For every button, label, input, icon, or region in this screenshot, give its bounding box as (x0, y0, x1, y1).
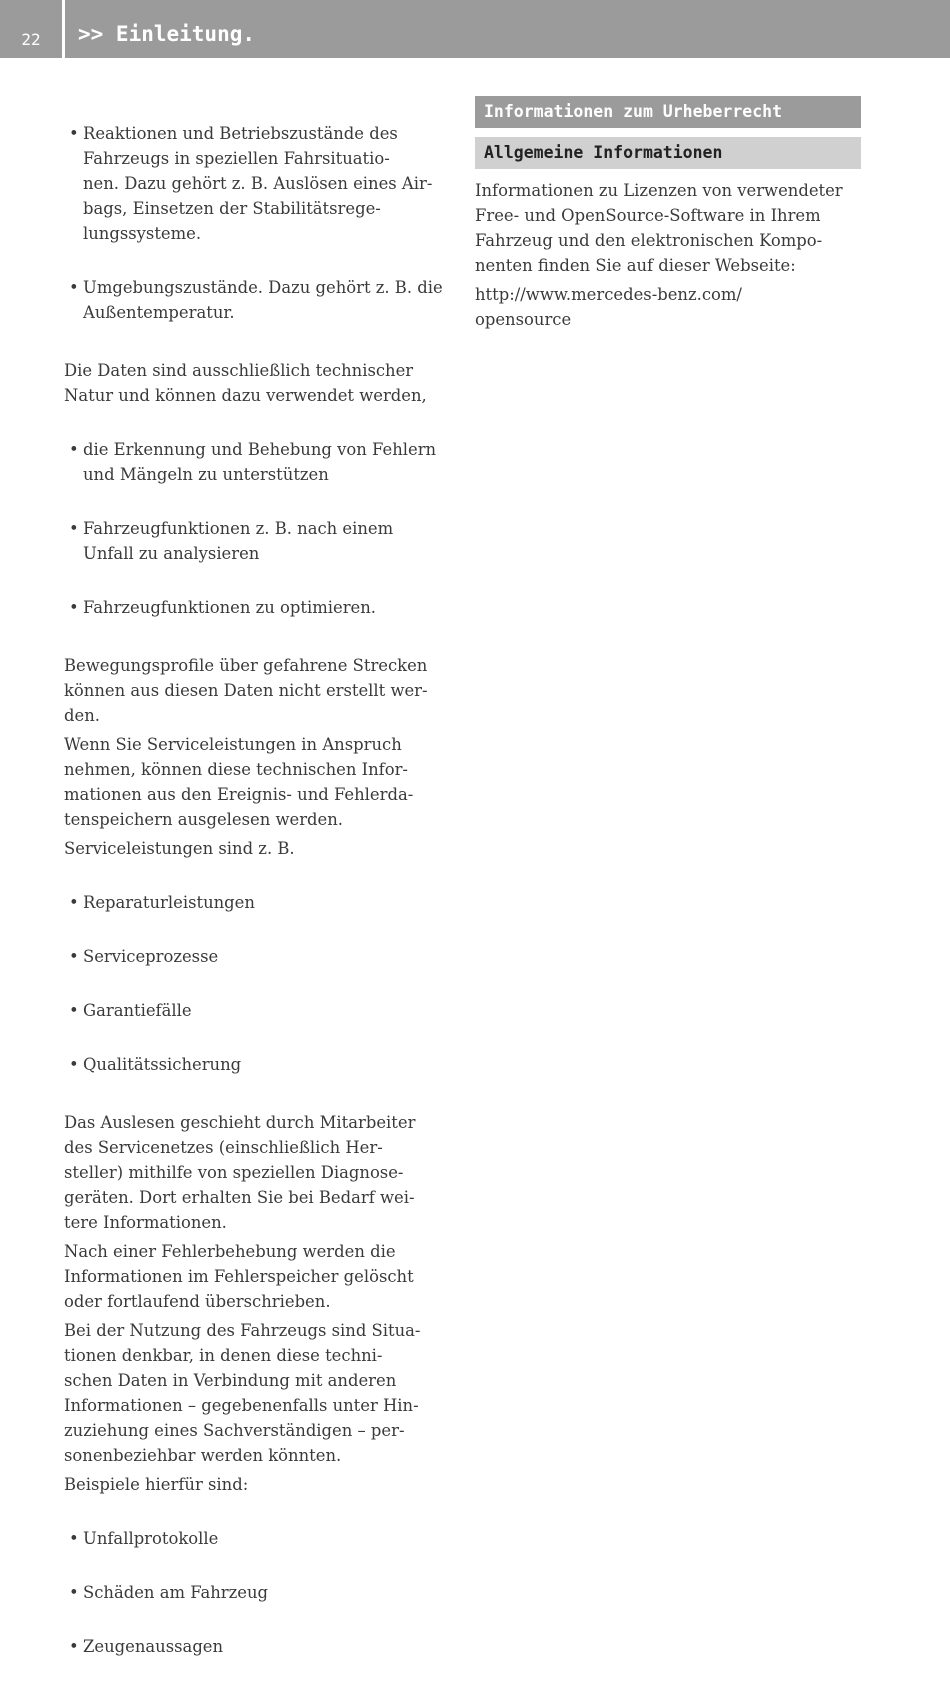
list-item (64, 890, 456, 915)
list-item (64, 121, 456, 246)
bullet-list-conditions (64, 96, 456, 354)
list-item-text: Reaktionen und Betriebszustände des Fahrzeugs in speziellen Fahrsituatio- nen. Dazu gehört z. B. Auslösen eines Air- bags, Einsetzen der Stabilitätsrege- lungssysteme. (83, 124, 433, 243)
list-item (64, 1052, 456, 1077)
list-item-text: Unfallprotokolle (83, 1529, 219, 1548)
list-item (64, 1526, 456, 1551)
bullet-list-purposes (64, 412, 456, 649)
paragraph-service-readout: Wenn Sie Serviceleistungen in Anspruch nehmen, können diese technischen Infor- mationen aus den Ereignis- und Fehlerda- tenspeichern ausgelesen werden. (64, 735, 414, 829)
bullet-icon: • (69, 1055, 79, 1074)
list-item-text: Garantiefälle (83, 1001, 192, 1020)
page-number: 22 (21, 30, 41, 49)
paragraph-movement-profiles: Bewegungsprofile über gefahrene Strecken können aus diesen Daten nicht erstellt wer- den. (64, 656, 428, 725)
list-item (64, 1634, 456, 1659)
right-column (475, 96, 861, 336)
paragraph-service-examples-intro: Serviceleistungen sind z. B. (64, 839, 295, 858)
list-item (64, 944, 456, 969)
left-column (64, 96, 456, 1692)
paragraph-license-info: Informationen zu Lizenzen von verwendeter Free- und OpenSource-Software in Ihrem Fahrzeug und den elektronischen Kompo- nenten finden Sie auf dieser Webseite: (475, 181, 843, 275)
list-item (64, 1580, 456, 1605)
paragraph-readout-staff: Das Auslesen geschieht durch Mitarbeiter des Servicenetzes (einschließlich Her- steller) mithilfe von speziellen Diagnose- geräten. Dort erhalten Sie bei Bedarf wei- tere Informationen. (64, 1113, 416, 1232)
bullet-list-services (64, 865, 456, 1106)
section-heading: Informationen zum Urheberrecht (475, 96, 861, 128)
license-url: http://www.mercedes-benz.com/ opensource (475, 285, 742, 329)
bullet-icon: • (69, 893, 79, 912)
paragraph-data-purpose: Die Daten sind ausschließlich technischer Natur und können dazu verwendet werden, (64, 361, 427, 405)
bullet-icon: • (69, 598, 79, 617)
list-item-text: Schäden am Fahrzeug (83, 1583, 269, 1602)
bullet-icon: • (69, 519, 79, 538)
bullet-icon: • (69, 1583, 79, 1602)
list-item-text: Qualitätssicherung (83, 1055, 242, 1074)
paragraph-examples-intro: Beispiele hierfür sind: (64, 1475, 249, 1494)
list-item-text: Zeugenaussagen (83, 1637, 224, 1656)
bullet-icon: • (69, 1529, 79, 1548)
subsection-heading: Allgemeine Informationen (475, 137, 861, 169)
header-divider (62, 0, 65, 58)
list-item-text: Umgebungszustände. Dazu gehört z. B. die Außentemperatur. (83, 278, 443, 322)
list-item-text: Reparaturleistungen (83, 893, 255, 912)
page-header (0, 0, 950, 58)
list-item-text: die Erkennung und Behebung von Fehlern und Mängeln zu unterstützen (83, 440, 437, 484)
chapter-title: >> Einleitung. (78, 22, 256, 46)
bullet-icon: • (69, 278, 79, 297)
list-item-text: Fahrzeugfunktionen zu optimieren. (83, 598, 377, 617)
list-item (64, 998, 456, 1023)
list-item-text: Fahrzeugfunktionen z. B. nach einem Unfall zu analysieren (83, 519, 394, 563)
paragraph-error-deletion: Nach einer Fehlerbehebung werden die Informationen im Fehlerspeicher gelöscht oder fortlaufend überschrieben. (64, 1242, 414, 1311)
list-item (64, 595, 456, 620)
list-item (64, 437, 456, 487)
paragraph-personal-reference: Bei der Nutzung des Fahrzeugs sind Situa- tionen denkbar, in denen diese techni- schen Daten in Verbindung mit anderen Informationen – gegebenenfalls unter Hin- zuziehung eines Sachverständigen – per- sonenbeziehbar werden könnten. (64, 1321, 421, 1465)
bullet-icon: • (69, 124, 79, 143)
list-item (64, 275, 456, 325)
bullet-list-examples (64, 1501, 456, 1688)
bullet-icon: • (69, 1637, 79, 1656)
bullet-icon: • (69, 440, 79, 459)
list-item (64, 516, 456, 566)
list-item-text: Serviceprozesse (83, 947, 219, 966)
bullet-icon: • (69, 1001, 79, 1020)
bullet-icon: • (69, 947, 79, 966)
